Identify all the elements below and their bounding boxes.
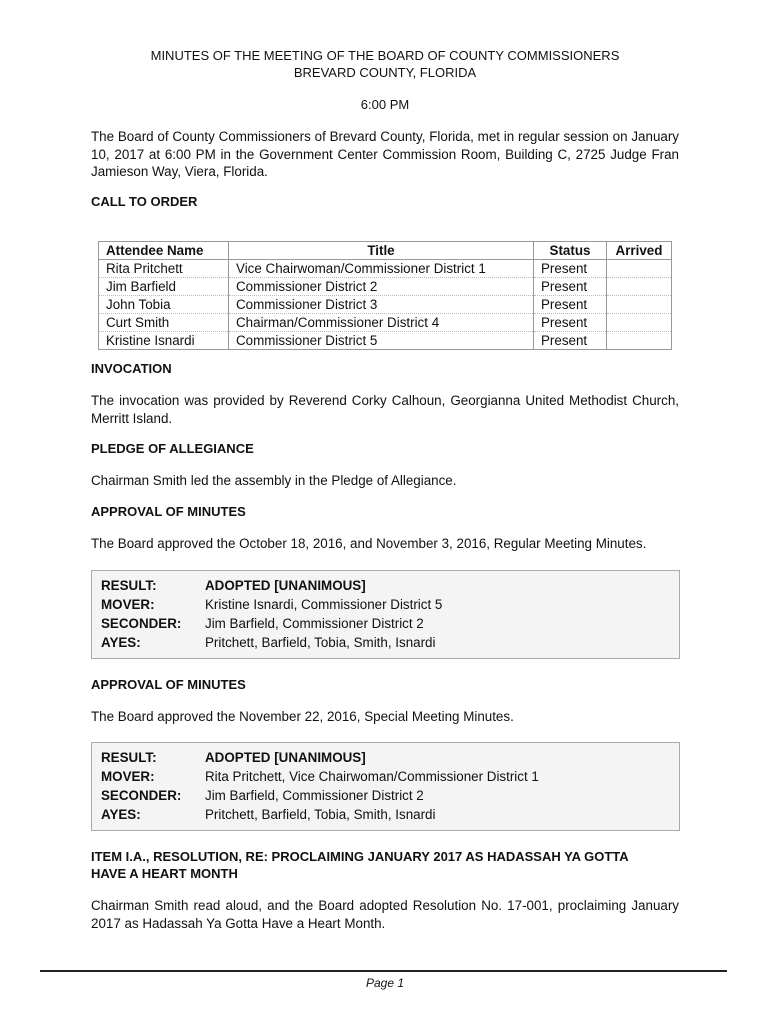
column-header: Title [229, 242, 534, 260]
invocation-heading: INVOCATION [91, 361, 172, 376]
mover-label: MOVER: [101, 597, 155, 612]
attendee-name: Jim Barfield [99, 278, 229, 296]
invocation-text: The invocation was provided by Reverend Corky Calhoun, Georgianna United Methodist Church, Merritt Island. [91, 393, 679, 426]
approval-text: The Board approved the November 22, 2016, Special Meeting Minutes. [91, 709, 514, 724]
pledge-heading: PLEDGE OF ALLEGIANCE [91, 441, 254, 456]
ayes-value: Pritchett, Barfield, Tobia, Smith, Isnardi [205, 807, 436, 822]
footer-divider [40, 970, 727, 972]
attendee-status: Present [534, 332, 607, 350]
result-value: ADOPTED [UNANIMOUS] [205, 750, 366, 765]
column-header: Arrived [607, 242, 672, 260]
attendee-name: Rita Pritchett [99, 260, 229, 278]
item-text: Chairman Smith read aloud, and the Board adopted Resolution No. 17-001, proclaiming January 2017 as Hadassah Ya Gotta Have a Heart Month. [91, 898, 679, 931]
table-row [99, 278, 672, 296]
attendee-arrived [607, 260, 672, 278]
ayes-value: Pritchett, Barfield, Tobia, Smith, Isnardi [205, 635, 436, 650]
ayes-label: AYES: [101, 807, 141, 822]
attendance-table [98, 241, 672, 350]
table-row [99, 332, 672, 350]
seconder-label: SECONDER: [101, 616, 182, 631]
approval-text: The Board approved the October 18, 2016, and November 3, 2016, Regular Meeting Minutes. [91, 536, 647, 551]
attendance-header-row [99, 242, 672, 260]
pledge-text: Chairman Smith led the assembly in the Pledge of Allegiance. [91, 473, 457, 488]
attendee-title: Chairman/Commissioner District 4 [229, 314, 534, 332]
result-label: RESULT: [101, 578, 157, 593]
mover-value: Rita Pritchett, Vice Chairwoman/Commissioner District 1 [205, 769, 539, 784]
attendee-title: Commissioner District 5 [229, 332, 534, 350]
result-value: ADOPTED [UNANIMOUS] [205, 578, 366, 593]
table-row [99, 260, 672, 278]
attendee-status: Present [534, 314, 607, 332]
attendee-status: Present [534, 296, 607, 314]
attendee-name: John Tobia [99, 296, 229, 314]
seconder-value: Jim Barfield, Commissioner District 2 [205, 788, 424, 803]
result-label: RESULT: [101, 750, 157, 765]
document-title: MINUTES OF THE MEETING OF THE BOARD OF COUNTY COMMISSIONERS [150, 48, 620, 63]
attendee-title: Vice Chairwoman/Commissioner District 1 [229, 260, 534, 278]
item-heading-continued: HAVE A HEART MONTH [91, 866, 238, 881]
attendee-arrived [607, 296, 672, 314]
seconder-value: Jim Barfield, Commissioner District 2 [205, 616, 424, 631]
attendee-name: Curt Smith [99, 314, 229, 332]
page-number: Page 1 [365, 976, 405, 990]
seconder-label: SECONDER: [101, 788, 182, 803]
attendee-title: Commissioner District 3 [229, 296, 534, 314]
mover-value: Kristine Isnardi, Commissioner District 5 [205, 597, 443, 612]
column-header: Status [534, 242, 607, 260]
meeting-time: 6:00 PM [360, 97, 410, 112]
attendee-arrived [607, 314, 672, 332]
table-row [99, 296, 672, 314]
approval-heading: APPROVAL OF MINUTES [91, 677, 246, 692]
table-row [99, 314, 672, 332]
vote-result-box [91, 742, 680, 831]
column-header: Attendee Name [99, 242, 229, 260]
attendee-title: Commissioner District 2 [229, 278, 534, 296]
attendee-name: Kristine Isnardi [99, 332, 229, 350]
attendee-arrived [607, 278, 672, 296]
attendee-arrived [607, 332, 672, 350]
item-heading: ITEM I.A., RESOLUTION, RE: PROCLAIMING JANUARY 2017 AS HADASSAH YA GOTTA [91, 849, 629, 864]
vote-result-box [91, 570, 680, 659]
county-subtitle: BREVARD COUNTY, FLORIDA [293, 65, 477, 80]
ayes-label: AYES: [101, 635, 141, 650]
mover-label: MOVER: [101, 769, 155, 784]
attendee-status: Present [534, 260, 607, 278]
attendee-status: Present [534, 278, 607, 296]
intro-paragraph: The Board of County Commissioners of Brevard County, Florida, met in regular session on January 10, 2017 at 6:00 PM in the Government Center Commission Room, Building C, 2725 Judge Fran Jamieson Way, Viera, Florida. [91, 129, 679, 179]
call-to-order-heading: CALL TO ORDER [91, 194, 198, 209]
approval-heading: APPROVAL OF MINUTES [91, 504, 246, 519]
